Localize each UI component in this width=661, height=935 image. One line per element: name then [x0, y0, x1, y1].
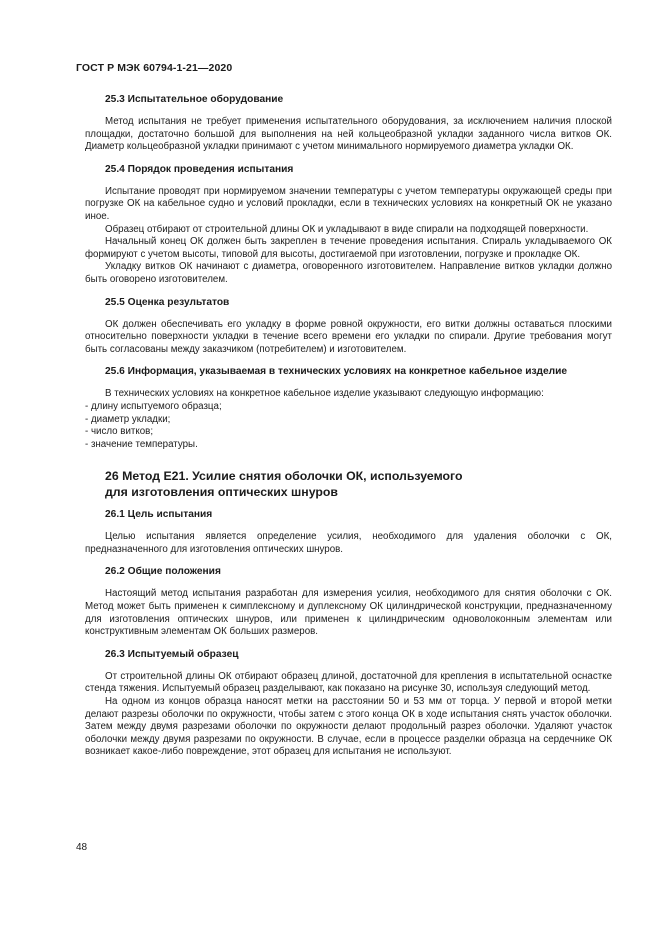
subsection-heading: 25.6 Информация, указываемая в технических условиях на конкретное кабельное изделие [105, 366, 568, 378]
paragraph: На одном из концов образца наносят метки на расстоянии 50 и 53 мм от торца. У первой и второй метки делают разрезы оболочки по окружности, чтобы затем с этого конца ОК в ходе испытания снять участок оболочки. Затем между двумя разрезами оболочки по окружности делают продольный разрез оболочки. Удаляют участок оболочки между двумя разрезами по окружности. В случае, если в процессе разделки образца на сердечнике ОК возникает какое-либо повреждение, этот образец для испытания не используют. [85, 696, 612, 758]
paragraph: Настоящий метод испытания разработан для измерения усилия, необходимого для снятия оболочки с ОК. Метод может быть применен к симплексному и дуплексному ОК цилиндрической конструкции, предназначенному для изготовления оптических шнуров, или применен к цилиндрическим одноволоконным элементам или конструктивным элементам ОК больших размеров. [85, 588, 612, 638]
paragraph: В технических условиях на конкретное кабельное изделие указывают следующую информацию: [105, 388, 544, 400]
subsection-heading: 26.3 Испытуемый образец [105, 648, 239, 660]
subsection-heading: 25.4 Порядок проведения испытания [105, 163, 294, 175]
subsection-heading: 26.1 Цель испытания [105, 509, 213, 521]
paragraph: Метод испытания не требует применения испытательного оборудования, за исключением наличия плоской площадки, достаточно большой для выполнения на ней кольцеобразной укладки заданного числа витков ОК. Диаметр кольцеобразной укладки принимают с учетом минимального нормируемого диаметра укладки ОК. [85, 116, 612, 153]
document-body [85, 93, 612, 759]
list-item: - диаметр укладки; [85, 413, 171, 425]
section-heading [105, 468, 612, 500]
list-item: - длину испытуемого образца; [85, 400, 222, 412]
paragraph: Образец отбирают от строительной длины ОК и укладывают в виде спирали на подходящей поверхности. [105, 223, 589, 235]
paragraph: Целью испытания является определение усилия, необходимого для удаления оболочки с ОК, предназначенного для изготовления оптических шнуров. [85, 531, 612, 555]
section-heading-line: 26 Метод E21. Усилие снятия оболочки ОК, используемого [105, 469, 463, 484]
list-item: - значение температуры. [85, 438, 198, 450]
subsection-heading: 25.3 Испытательное оборудование [105, 94, 284, 105]
list-item: - число витков; [85, 426, 154, 438]
subsection-heading: 26.2 Общие положения [105, 566, 221, 578]
paragraph: ОК должен обеспечивать его укладку в форме ровной окружности, его витки должны оставаться плоскими относительно поверхности укладки в течение всего времени его укладки по спирали. Другие требования могут быть согласованы между заказчиком (потребителем) и изготовителем. [85, 318, 612, 355]
paragraph: Начальный конец ОК должен быть закреплен в течение проведения испытания. Спираль укладываемого ОК формируют с учетом высоты, типовой для высоты, достигаемой при изготовлении, погрузке и прокладке ОК. [85, 236, 612, 260]
page-number: 48 [76, 842, 88, 853]
standard-header: ГОСТ Р МЭК 60794-1-21—2020 [76, 62, 233, 74]
paragraph: От строительной длины ОК отбирают образец длиной, достаточной для крепления в испытательной оснастке стенда тяжения. Испытуемый образец разделывают, как показано на рисунке 30, используя следующий метод. [85, 670, 612, 695]
requirements-list [85, 401, 612, 451]
paragraph: Укладку витков ОК начинают с диаметра, оговоренного изготовителем. Направление витков укладки должно быть оговорено изготовителем. [85, 261, 612, 285]
section-heading-line: для изготовления оптических шнуров [105, 485, 338, 500]
subsection-heading: 25.5 Оценка результатов [105, 296, 230, 308]
paragraph: Испытание проводят при нормируемом значении температуры с учетом температуры окружающей среды при погрузке ОК на кабельное судно и условий прокладки, если в технических условиях на конкретный ОК не указано иное. [85, 185, 612, 222]
